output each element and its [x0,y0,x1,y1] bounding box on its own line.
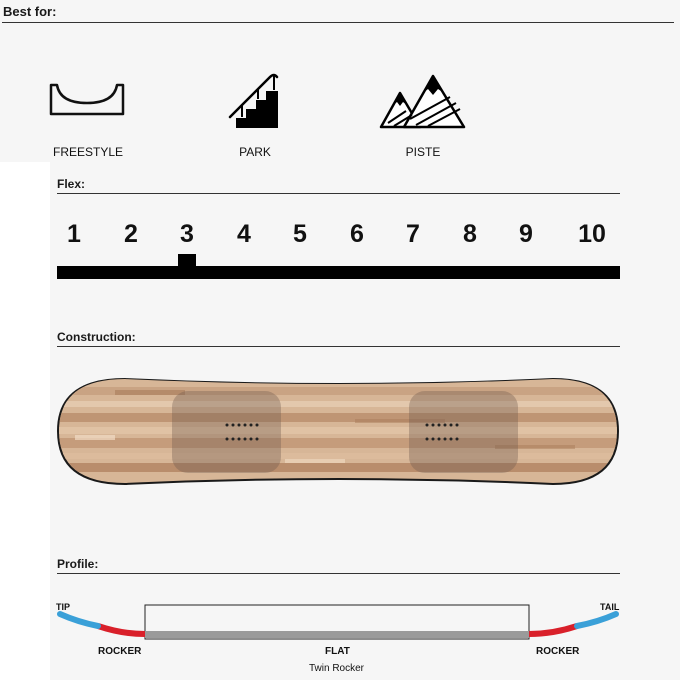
construction-divider [57,346,620,347]
flex-scale-number: 7 [406,220,420,248]
piste-mountains-icon [378,73,466,129]
profile-diagram [50,600,680,660]
best-for-park-label: PARK [239,145,271,159]
profile-flat-label: FLAT [325,646,350,657]
flex-scale-number: 5 [293,220,307,248]
flex-scale-number: 10 [578,220,606,248]
snowboard-image [55,375,622,487]
flex-bar [57,266,620,279]
best-for-freestyle-label: FREESTYLE [52,145,124,159]
best-for-title: Best for: [3,4,57,19]
flex-marker [178,254,196,267]
best-for-divider [2,22,674,23]
best-for-section [0,0,680,162]
flex-scale-number: 3 [180,220,194,248]
best-for-piste-label: PISTE [405,145,441,159]
flex-scale-number: 4 [237,220,251,248]
profile-right-rocker-label: ROCKER [536,646,580,657]
flex-scale-number: 9 [519,220,533,248]
flex-scale-number: 8 [463,220,477,248]
flex-scale-number: 6 [350,220,364,248]
profile-tip-label: TIP [56,602,71,612]
profile-title: Profile: [57,557,99,571]
construction-title: Construction: [57,330,136,344]
freestyle-halfpipe-icon [49,83,125,117]
profile-divider [57,573,620,574]
right-rocker-segment [529,626,577,634]
flat-segment [145,631,529,638]
flex-title: Flex: [57,177,86,191]
profile-left-rocker-label: ROCKER [98,646,142,657]
left-rocker-segment [98,626,145,634]
park-rail-stairs-icon [228,71,282,129]
tail-segment [577,614,616,626]
flex-divider [57,193,620,194]
profile-name: Twin Rocker [309,663,365,674]
flex-scale-number: 1 [67,220,81,248]
tip-segment [60,614,98,626]
flex-scale-number: 2 [124,220,138,248]
profile-tail-label: TAIL [600,602,620,612]
